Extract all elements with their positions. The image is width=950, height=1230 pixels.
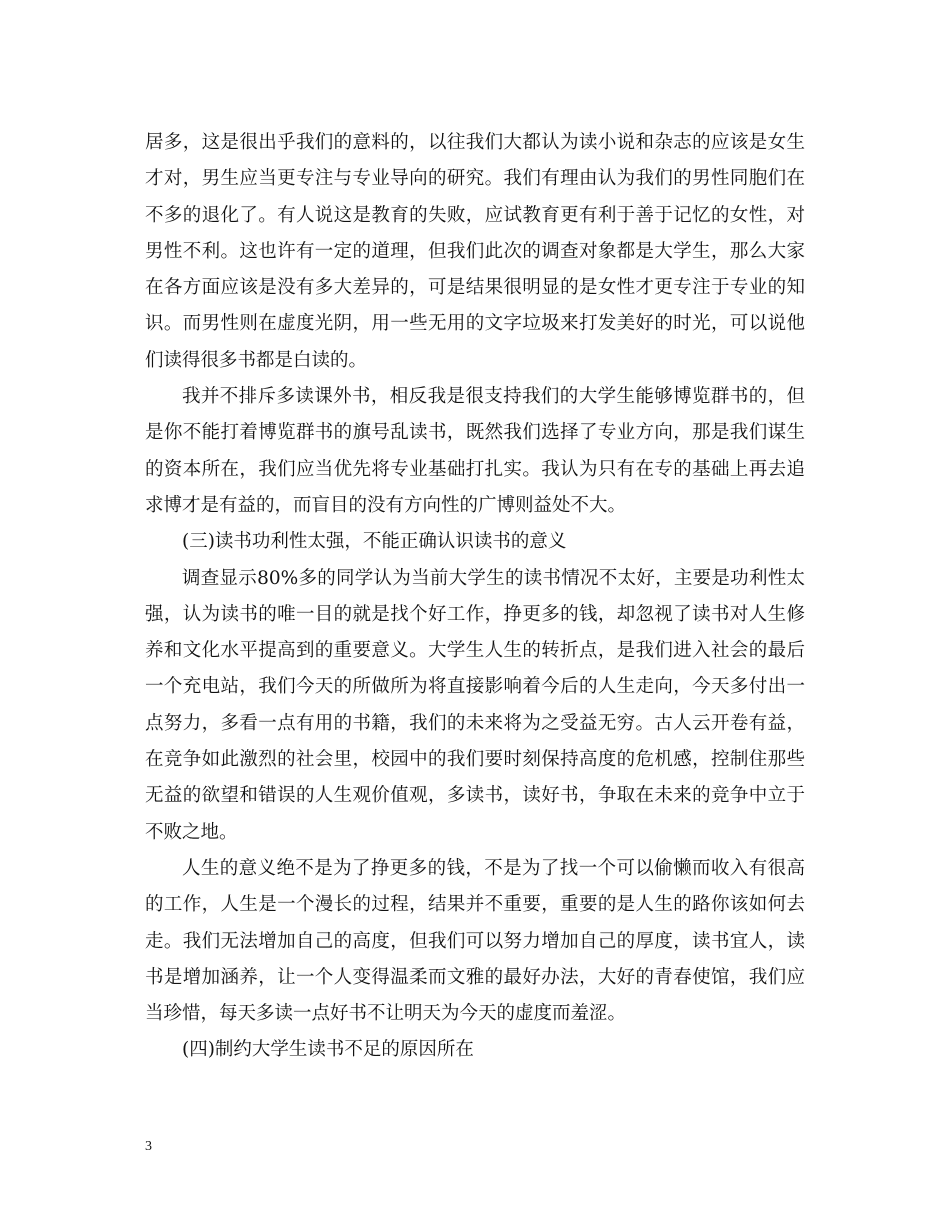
section-heading-3: (三)读书功利性太强，不能正确认识读书的意义	[182, 531, 567, 553]
section-heading-4: (四)制约大学生读书不足的原因所在	[182, 1039, 474, 1061]
paragraph-1: 居多，这是很出乎我们的意料的，以往我们大都认为读小说和杂志的应该是女生才对，男生应当更专注与专业导向的研究。我们有理由认为我们的男性同胞们在不多的退化了。有人说这是教育的失败，应试教育更有利于善于记忆的女性，对男性不利。这也许有一定的道理，但我们此次的调查对象都是大学生，那么大家在各方面应该是没有多大差异的，可是结果很明显的是女性才更专注于专业的知识。而男性则在虚度光阴，用一些无用的文字垃圾来打发美好的时光，可以说他们读得很多书都是白读的。	[145, 132, 805, 371]
page-number: 3	[145, 1139, 152, 1154]
paragraph-3: 调查显示80%多的同学认为当前大学生的读书情况不太好，主要是功利性太强，认为读书的唯一目的就是找个好工作，挣更多的钱，却忽视了读书对人生修养和文化水平提高到的重要意义。大学生人生的转折点，是我们进入社会的最后一个充电站，我们今天的所做所为将直接影响着今后的人生走向，今天多付出一点努力，多看一点有用的书籍，我们的未来将为之受益无穷。古人云开卷有益，在竞争如此激烈的社会里，校园中的我们要时刻保持高度的危机感，控制住那些无益的欲望和错误的人生观价值观，多读书，读好书，争取在未来的竞争中立于不败之地。	[145, 567, 805, 843]
document-body	[145, 125, 805, 1069]
paragraph-2: 我并不排斥多读课外书，相反我是很支持我们的大学生能够博览群书的，但是你不能打着博览群书的旗号乱读书，既然我们选择了专业方向，那是我们谋生的资本所在，我们应当优先将专业基础打扎实。我认为只有在专的基础上再去追求博才是有益的，而盲目的没有方向性的广博则益处不大。	[145, 386, 805, 516]
paragraph-4: 人生的意义绝不是为了挣更多的钱，不是为了找一个可以偷懒而收入有很高的工作，人生是一个漫长的过程，结果并不重要，重要的是人生的路你该如何去走。我们无法增加自己的高度，但我们可以努力增加自己的厚度，读书宜人，读书是增加涵养，让一个人变得温柔而文雅的最好办法，大好的青春使馆，我们应当珍惜，每天多读一点好书不让明天为今天的虚度而羞涩。	[145, 857, 805, 1025]
